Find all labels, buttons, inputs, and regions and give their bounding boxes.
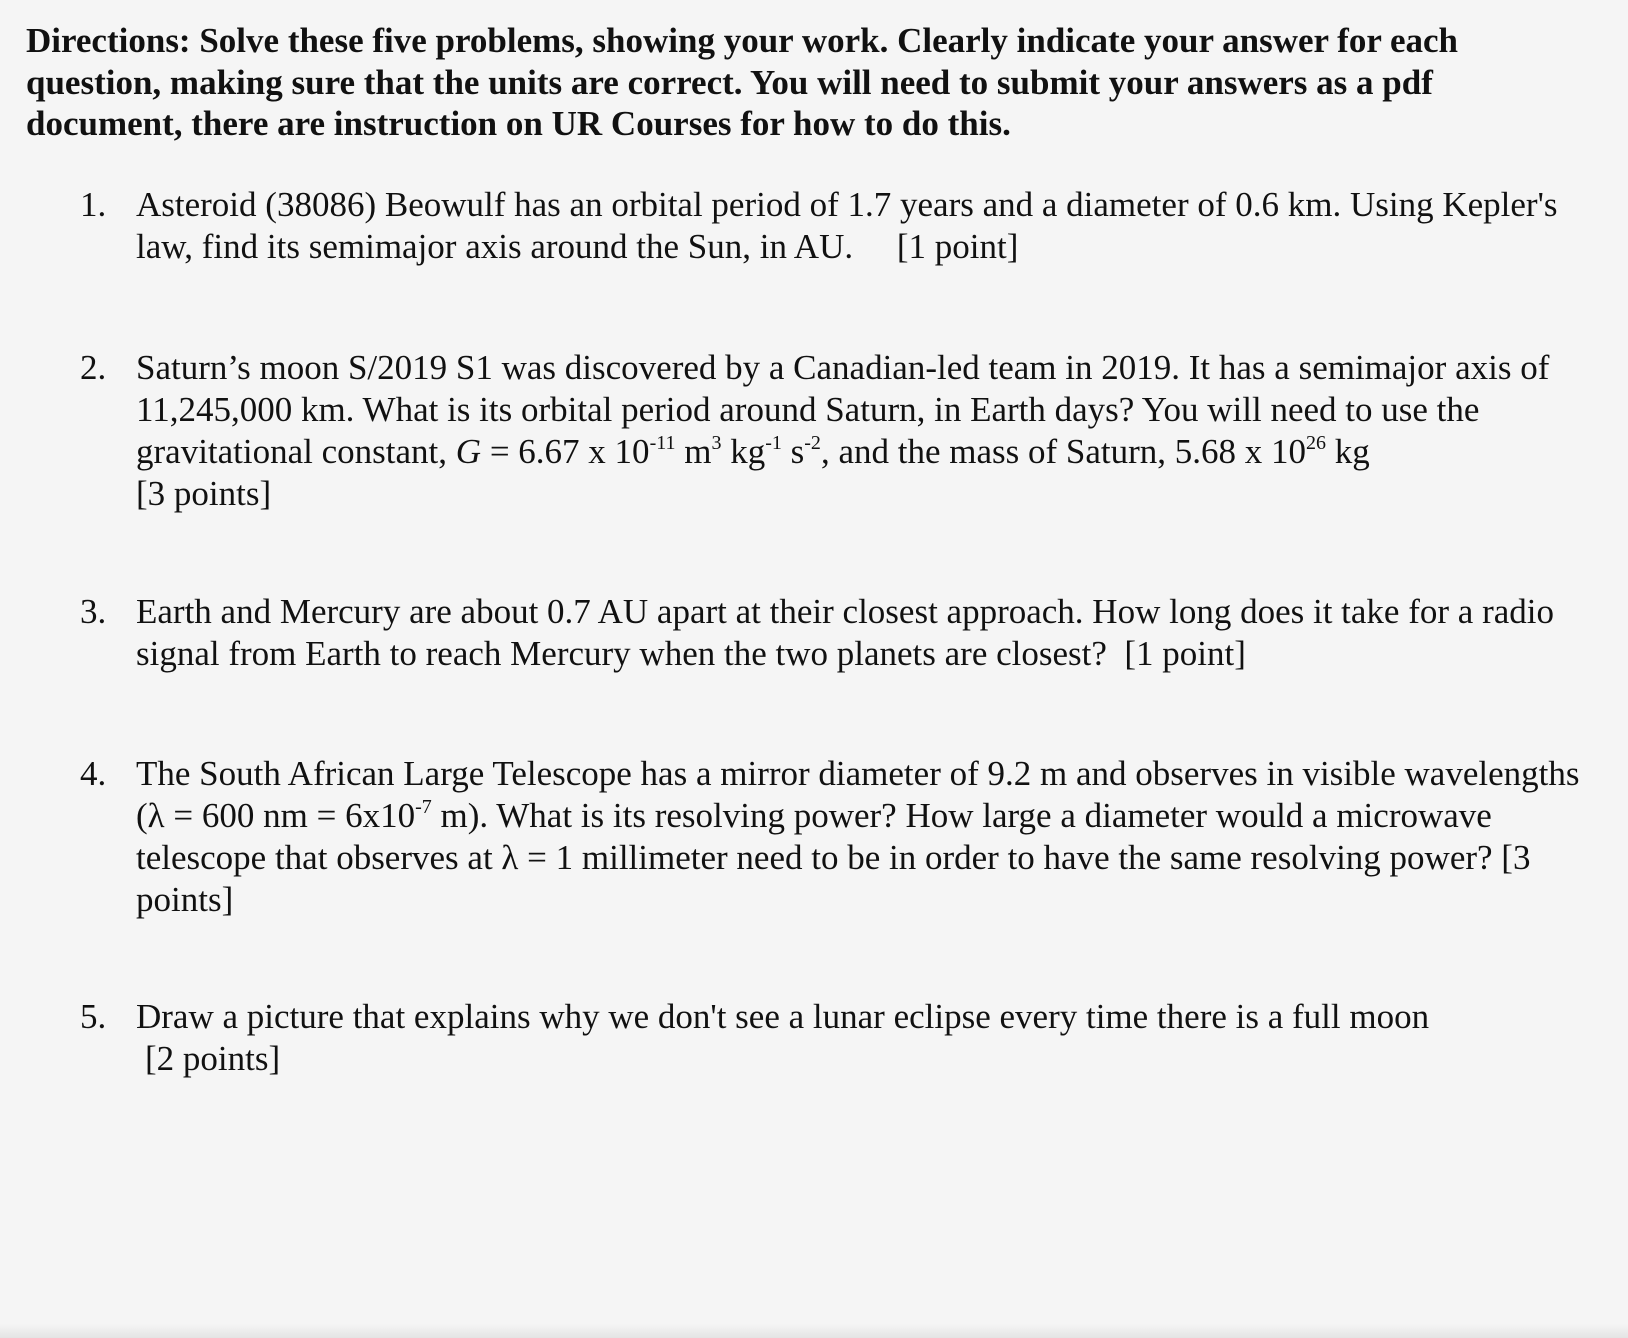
problem-text: Draw a picture that explains why we don't see a lunar eclipse every time there is a full moon xyxy=(136,997,1430,1036)
problem-body xyxy=(136,591,1600,675)
exponent: 3 xyxy=(711,432,722,454)
problem-2 xyxy=(80,347,1600,515)
problem-text: , and the mass of Saturn, 5.68 x 10 xyxy=(820,432,1307,471)
problem-number: 2. xyxy=(80,348,107,387)
problem-number: 1. xyxy=(80,185,107,224)
exponent: -11 xyxy=(649,432,676,454)
problem-points: [1 point] xyxy=(896,227,1019,266)
problem-body xyxy=(136,996,1600,1080)
problem-points: [1 point] xyxy=(1124,634,1246,673)
directions-text: Directions: Solve these five problems, showing your work. Clearly indicate your answer for each question, making sure that the units are correct. You will need to submit your answers as a pdf document, there are instruction on UR Courses for how to do this. xyxy=(26,21,1459,143)
exponent: 26 xyxy=(1306,432,1327,454)
exponent: -1 xyxy=(765,432,782,454)
problem-text: Saturn’s moon S/2019 S1 was discovered by a Canadian-led team in 2019. It has a semimajor axis of 11,245,000 km. What is its orbital period around Saturn, in Earth days? You will need to use the gravitational constant, xyxy=(136,348,1550,471)
problem-text: The South African Large Telescope has a mirror diameter of 9.2 m and observes in visible wavelengths (λ = 600 nm = 6x10 xyxy=(136,754,1580,835)
problem-4 xyxy=(80,753,1600,921)
problem-text: kg xyxy=(721,432,766,471)
problem-points: [3 points] xyxy=(136,838,1531,919)
problem-number: 5. xyxy=(80,997,107,1036)
problem-number: 3. xyxy=(80,592,107,631)
problem-text: m). What is its resolving power? How large a diameter would a microwave telescope that observes at λ = 1 millimeter need to be in order to have the same resolving power? xyxy=(136,796,1493,877)
problem-3 xyxy=(80,591,1600,675)
exponent: -7 xyxy=(415,796,432,818)
problem-5 xyxy=(80,996,1600,1080)
problem-number: 4. xyxy=(80,754,107,793)
problem-text: s xyxy=(781,432,805,471)
problem-text: m xyxy=(675,432,712,471)
problem-body xyxy=(136,347,1600,515)
problem-body xyxy=(136,753,1600,921)
problem-text: Earth and Mercury are about 0.7 AU apart at their closest approach. How long does it take for a radio signal from Earth to reach Mercury when the two planets are closest? xyxy=(136,592,1554,673)
problem-1 xyxy=(80,184,1600,268)
problem-text: Asteroid (38086) Beowulf has an orbital period of 1.7 years and a diameter of 0.6 km. Using Kepler's law, find its semimajor axis around the Sun, in AU. xyxy=(136,185,1558,266)
problem-points: [3 points] xyxy=(136,474,272,513)
problem-text: kg xyxy=(1326,432,1370,471)
problem-text: = 6.67 x 10 xyxy=(481,432,650,471)
problem-points: [2 points] xyxy=(145,1039,281,1078)
exponent: -2 xyxy=(804,432,821,454)
problem-body xyxy=(136,184,1600,268)
gravitational-constant-symbol: G xyxy=(455,432,482,471)
page-bottom-edge xyxy=(0,1324,1628,1338)
